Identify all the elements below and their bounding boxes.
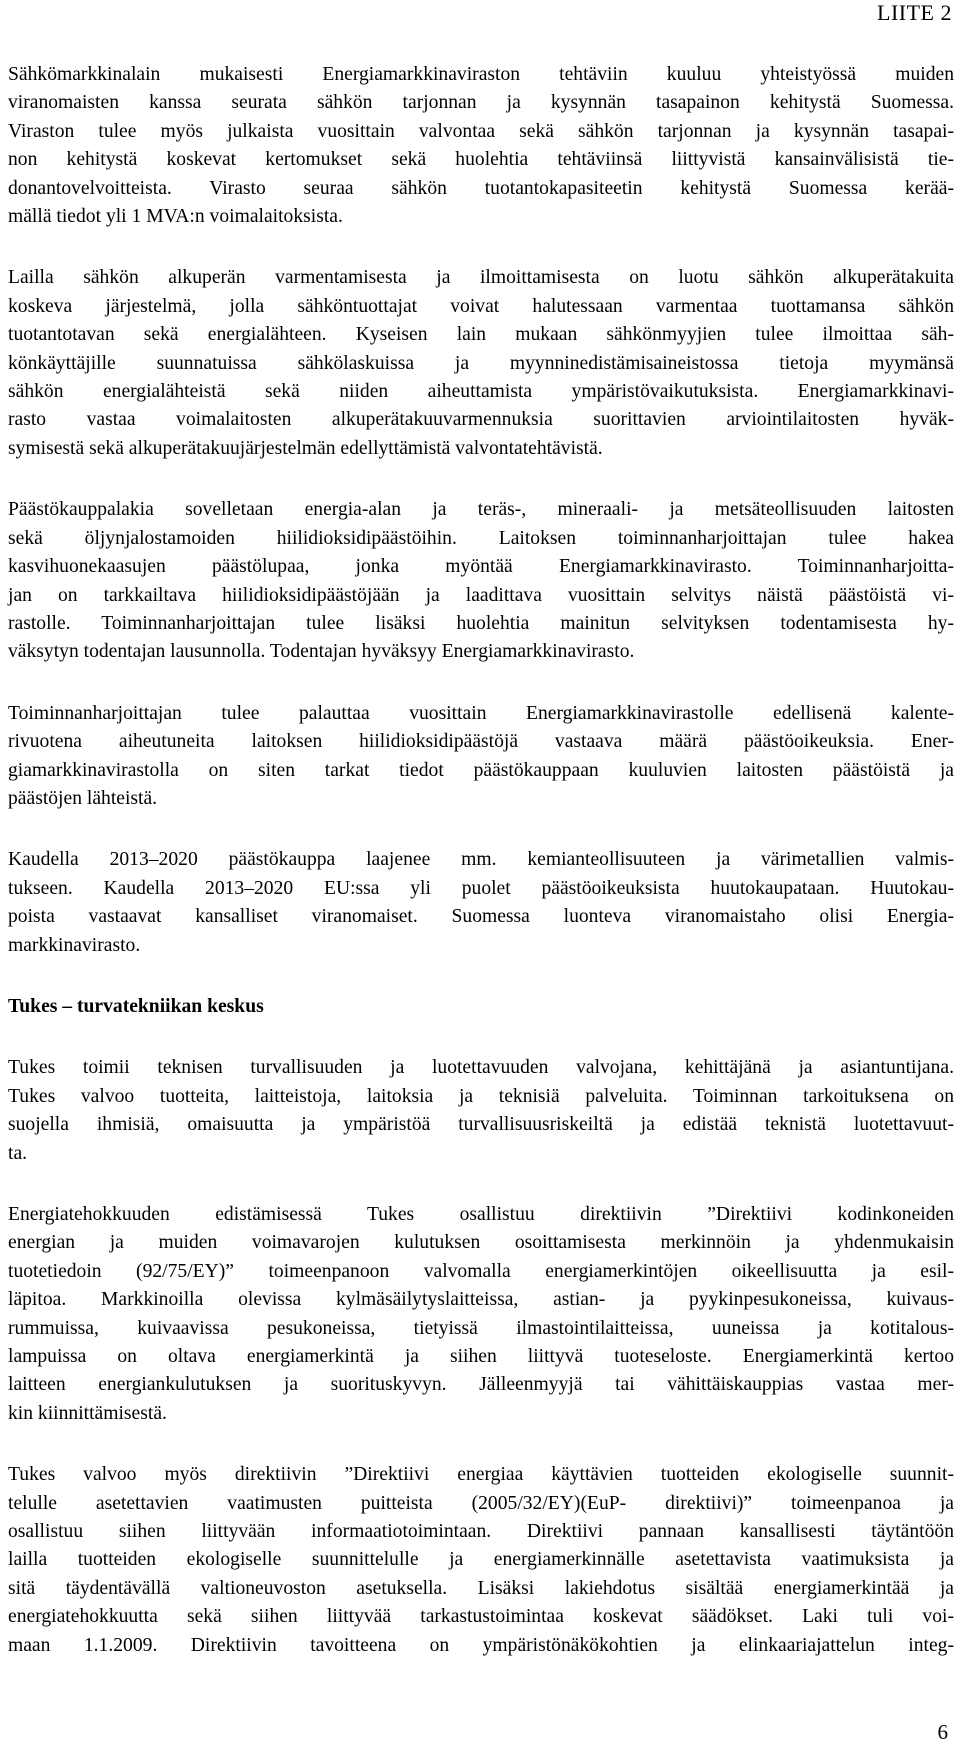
text-line: kin kiinnittämisestä. [8, 1402, 167, 1424]
text-line: rummuissa, kuivaavissa pesukoneissa, tietyissä ilmastointilaitteissa, uuneissa ja kotitalous- [8, 1317, 954, 1339]
text-line: tuotetiedoin (92/75/EY)” toimeenpanoon valvomalla energiamerkintöjen oikeellisuutta ja esil- [8, 1260, 954, 1282]
paragraph-electricity-market [8, 61, 954, 231]
text-line: energian ja muiden voimavarojen kulutuksen osoittamisesta merkinnöin ja yhdenmukaisin [8, 1232, 954, 1254]
text-line: laitteen energiankulutuksen ja suorituskyvyn. Jälleenmyyjä tai vähittäiskauppias vastaa mer- [8, 1374, 954, 1396]
paragraph-tukes-role [8, 1054, 954, 1168]
text-line: rastolle. Toiminnanharjoittajan tulee lisäksi huolehtia mainitun selvityksen todentamisesta hy- [8, 612, 954, 634]
text-line: lailla tuotteiden ekologiselle suunnittelulle ja energiamerkinnälle asetettavista vaatimuksista ja [8, 1549, 954, 1571]
text-line: koskeva järjestelmä, jolla sähköntuottajat voivat halutessaan varmentaa tuottamansa sähkön [8, 295, 954, 317]
text-line: symisestä sekä alkuperätakuujärjestelmän edellyttämistä valvontatehtävistä. [8, 437, 603, 459]
text-line: Kaudella 2013–2020 päästökauppa laajenee mm. kemianteollisuuteen ja värimetallien valmis- [8, 849, 954, 871]
text-line: donantovelvoitteista. Virasto seuraa sähkön tuotantokapasiteetin kehitystä Suomessa kerää- [8, 177, 954, 199]
text-line: ta. [8, 1142, 28, 1164]
text-line: mällä tiedot yli 1 MVA:n voimalaitoksista. [8, 206, 343, 228]
paragraph-ecodesign-directive [8, 1461, 954, 1660]
text-line: non kehitystä koskevat kertomukset sekä huolehtia tehtäviinsä liittyvistä kansainvälisistä tie- [8, 149, 954, 171]
text-line: sekä öljynjalostamoiden hiilidioksidipäästöihin. Laitoksen toiminnanharjoittajan tulee hakea [8, 527, 954, 549]
text-line: Lailla sähkön alkuperän varmentamisesta ja ilmoittamisesta on luotu sähkön alkuperätakuita [8, 267, 954, 289]
text-line: rasto vastaa voimalaitosten alkuperätakuuvarmennuksia suorittavien arviointilaitosten hyväk- [8, 409, 954, 431]
paragraph-emission-allowances [8, 700, 954, 814]
text-line: sitä täydentävällä valtioneuvoston asetuksella. Lisäksi lakiehdotus sisältää energiamerkintää ja [8, 1577, 954, 1599]
text-line: telulle asetettavien vaatimusten puitteista (2005/32/EY)(EuP- direktiivi)” toimeenpanoa ja [8, 1492, 954, 1514]
paragraph-origin-guarantee [8, 264, 954, 463]
text-line: poista vastaavat kansalliset viranomaiset. Suomessa luonteva viranomaistaho olisi Energia- [8, 906, 954, 928]
text-line: rivuotena aiheutuneita laitoksen hiilidioksidipäästöjä vastaava määrä päästöoikeuksia. Ener- [8, 731, 954, 753]
paragraph-emissions-trading-act [8, 496, 954, 666]
text-line: Päästökauppalakia sovelletaan energia-alan ja teräs-, mineraali- ja metsäteollisuuden laitosten [8, 499, 954, 521]
text-line: Tukes valvoo tuotteita, laitteistoja, laitoksia ja teknisiä palveluita. Toiminnan tarkoituksena on [8, 1085, 954, 1107]
section-heading-tukes: Tukes – turvatekniikan keskus [8, 995, 264, 1017]
text-line: tuotantotavan sekä energialähteen. Kyseisen lain mukaan sähkönmyyjien tulee ilmoittaa säh- [8, 324, 954, 346]
text-line: väksytyn todentajan lausunnolla. Todentajan hyväksyy Energiamarkkinavirasto. [8, 641, 635, 663]
text-line: lampuissa on oltava energiamerkintä ja siihen liittyvä tuoteseloste. Energiamerkintä kertoo [8, 1346, 954, 1368]
page-header-label: LIITE 2 [877, 0, 952, 25]
text-line: Viraston tulee myös julkaista vuosittain valvontaa sekä sähkön tarjonnan ja kysynnän tasapai- [8, 120, 954, 142]
text-line: Energiatehokkuuden edistämisessä Tukes osallistuu direktiivin ”Direktiivi kodinkoneiden [8, 1204, 954, 1225]
text-line: tukseen. Kaudella 2013–2020 EU:ssa yli puolet päästöoikeuksista huutokaupataan. Huutokau- [8, 877, 954, 899]
text-line: osallistuu siihen liittyvään informaatiotoimintaan. Direktiivi pannaan kansallisesti täytäntöön [8, 1521, 954, 1543]
paragraph-trading-period [8, 846, 954, 960]
text-line: Toiminnanharjoittajan tulee palauttaa vuosittain Energiamarkkinavirastolle edellisenä kalente- [8, 702, 954, 724]
text-line: kasvihuonekaasujen päästölupaa, jonka myöntää Energiamarkkinavirasto. Toiminnanharjoitta- [8, 556, 954, 578]
text-line: läpitoa. Markkinoilla olevissa kylmäsäilytyslaitteissa, astian- ja pyykinpesukoneissa, kuivaus- [8, 1289, 954, 1311]
text-line: päästöjen lähteistä. [8, 787, 158, 809]
text-line: markkinavirasto. [8, 934, 141, 956]
text-line: viranomaisten kanssa seurata sähkön tarjonnan ja kysynnän tasapainon kehitystä Suomessa. [8, 92, 954, 114]
text-line: sähkön energialähteistä sekä niiden aiheuttamista ympäristövaikutuksista. Energiamarkkinavi- [8, 381, 954, 403]
text-line: Tukes toimii teknisen turvallisuuden ja luotettavuuden valvojana, kehittäjänä ja asiantuntijana. [8, 1057, 954, 1079]
paragraph-energy-efficiency [8, 1201, 954, 1428]
text-line: energiatehokkuutta sekä siihen liittyvää tarkastustoimintaa koskevat säädökset. Laki tuli voi- [8, 1606, 954, 1628]
text-line: Sähkömarkkinalain mukaisesti Energiamarkkinaviraston tehtäviin kuuluu yhteistyössä muiden [8, 64, 954, 85]
text-line: könkäyttäjille suunnatuissa sähkölaskuissa ja myynninedistämisaineistossa tietoja myymänsä [8, 352, 954, 374]
text-line: suojella ihmisiä, omaisuutta ja ympäristöä turvallisuusriskeiltä ja edistää teknistä luotettavuut- [8, 1114, 954, 1136]
page-number: 6 [937, 1720, 948, 1744]
text-line: maan 1.1.2009. Direktiivin tavoitteena on ympäristönäkökohtien ja elinkaariajattelun integ- [8, 1634, 954, 1656]
text-line: jan on tarkkailtava hiilidioksidipäästöjään ja laadittava vuosittain selvitys näistä päästöistä vi- [8, 584, 954, 606]
document-body [8, 61, 954, 1693]
text-line: giamarkkinavirastolla on siten tarkat tiedot päästökauppaan kuuluvien laitosten päästöistä ja [8, 759, 954, 781]
text-line: Tukes valvoo myös direktiivin ”Direktiivi energiaa käyttävien tuotteiden ekologiselle suunnit- [8, 1464, 954, 1486]
